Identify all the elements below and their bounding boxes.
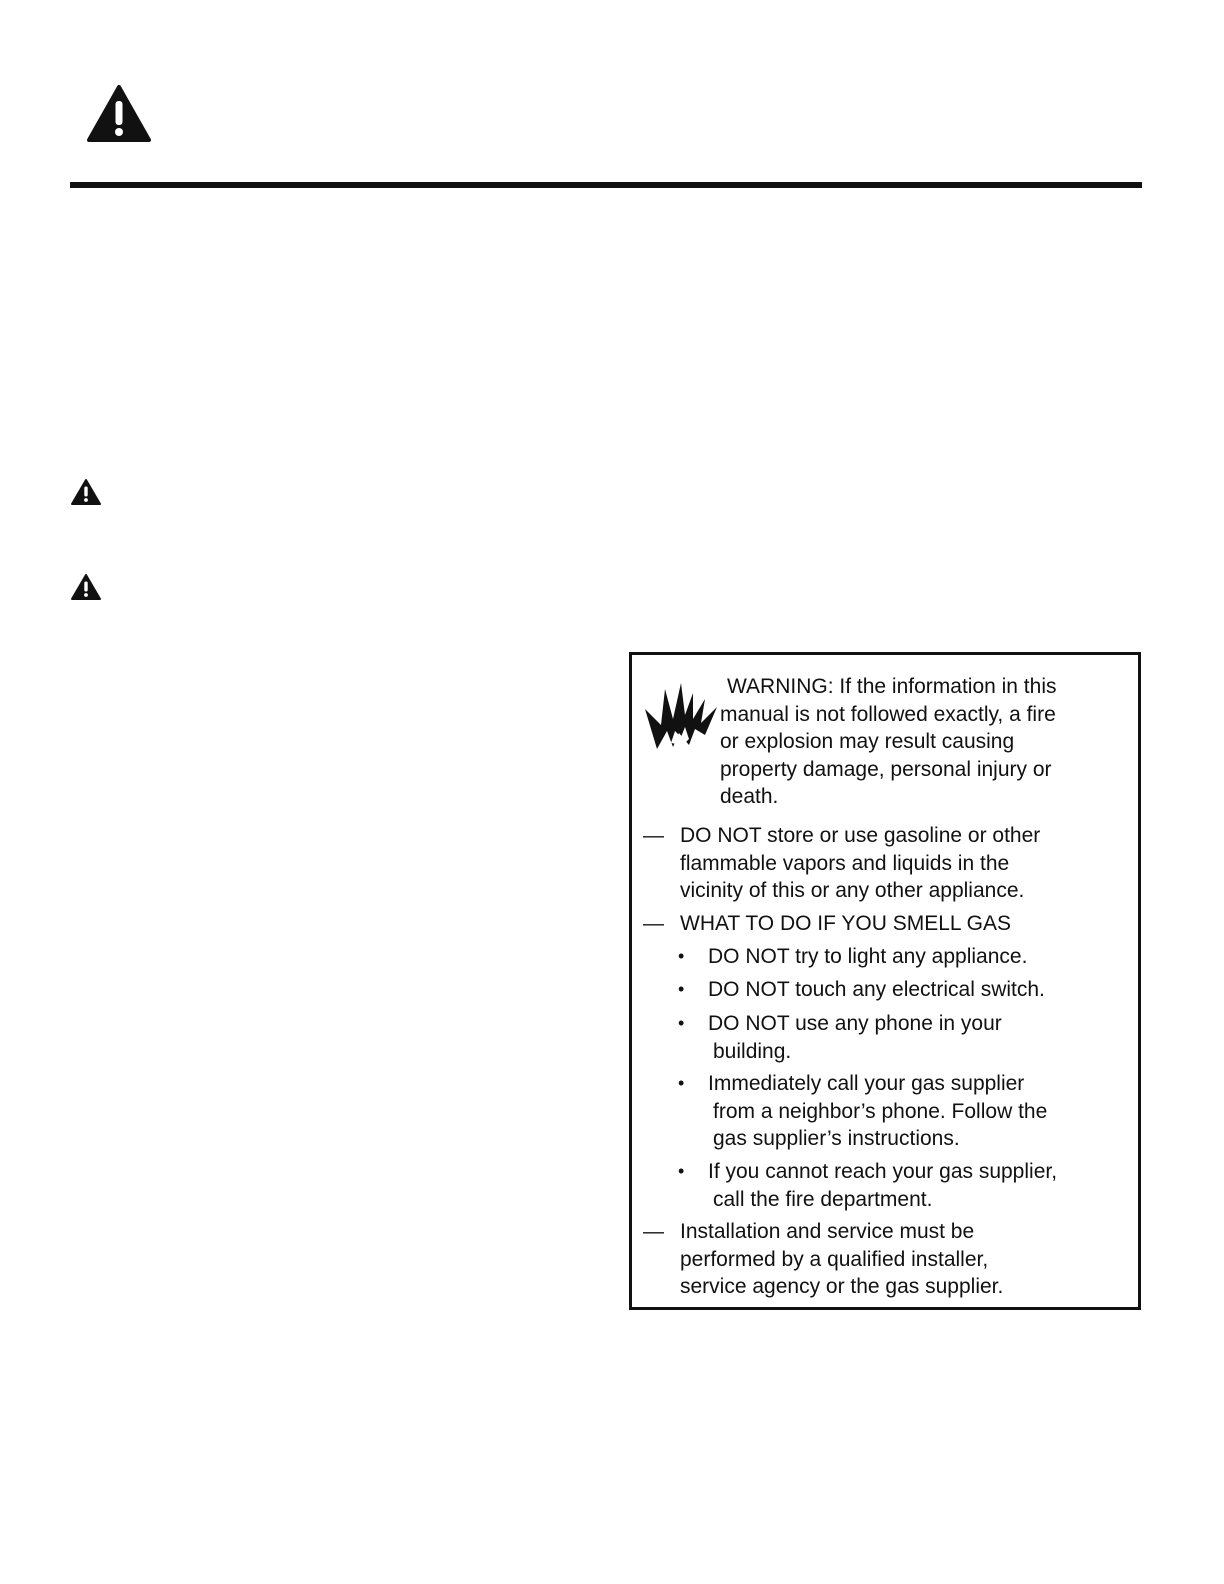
item-line: building. xyxy=(713,1039,792,1063)
item-line: If you cannot reach your gas supplier, xyxy=(708,1160,1058,1183)
item-line: gas supplier’s instructions. xyxy=(713,1127,960,1150)
intro-line: death. xyxy=(720,785,779,808)
item-line: DO NOT use any phone in your xyxy=(708,1012,1002,1035)
bullet-marker: • xyxy=(678,979,685,999)
intro-line: or explosion may result causing xyxy=(720,730,1015,753)
header-divider xyxy=(70,182,1142,188)
warning-triangle-icon xyxy=(70,573,102,601)
dash-marker: — xyxy=(643,824,664,847)
item-line: service agency or the gas supplier. xyxy=(680,1275,1004,1298)
item-line: flammable vapors and liquids in the xyxy=(680,851,1010,875)
explosion-icon xyxy=(643,679,719,751)
warning-intro xyxy=(720,673,1120,811)
bullet-marker: • xyxy=(678,1013,685,1033)
dash-marker: — xyxy=(643,1220,664,1243)
warning-triangle-icon xyxy=(70,478,102,506)
item-line: Immediately call your gas supplier xyxy=(708,1072,1025,1095)
item-line: from a neighbor’s phone. Follow the xyxy=(713,1099,1048,1123)
item-line: performed by a qualified installer, xyxy=(680,1247,989,1271)
intro-line: property damage, personal injury or xyxy=(720,757,1052,781)
intro-line: WARNING: If the information in this xyxy=(727,675,1057,698)
intro-line: manual is not followed exactly, a fire xyxy=(720,702,1056,726)
item-line: DO NOT touch any electrical switch. xyxy=(708,978,1045,1001)
gas-warning-box xyxy=(629,652,1141,1310)
warning-triangle-icon xyxy=(86,84,152,144)
bullet-marker: • xyxy=(678,946,685,966)
bullet-marker: • xyxy=(678,1161,685,1181)
item-line: DO NOT try to light any appliance. xyxy=(708,945,1028,968)
item-line: Installation and service must be xyxy=(680,1220,975,1243)
bullet-marker: • xyxy=(678,1073,685,1093)
item-line: DO NOT store or use gasoline or other xyxy=(680,824,1041,847)
item-line: call the fire department. xyxy=(713,1187,933,1211)
item-line: WHAT TO DO IF YOU SMELL GAS xyxy=(680,912,1012,935)
dash-marker: — xyxy=(643,912,664,935)
item-line: vicinity of this or any other appliance. xyxy=(680,879,1025,902)
